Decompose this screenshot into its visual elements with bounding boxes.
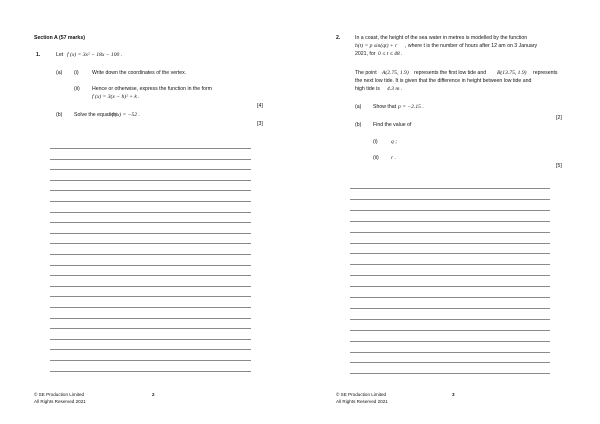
question-2-function: h(t) = p sin(qt) + r (355, 42, 398, 49)
point-a: A(2.75, 1.9) (382, 69, 409, 76)
question-1-number: 1. (36, 52, 41, 58)
part-b-text: Find the value of (373, 122, 412, 128)
question-2-para2-line3: high tide is (355, 86, 380, 92)
part-a-ii-label: (ii) (74, 86, 80, 92)
answer-line (350, 264, 550, 265)
question-2-intro-line2: , where t is the number of hours after 12 am on 3 January (405, 43, 538, 49)
answer-line (50, 318, 251, 319)
answer-line (50, 159, 251, 160)
question-2-para2-c: represents (533, 70, 558, 76)
part-a-label: (a) (355, 104, 362, 110)
answer-line (50, 148, 251, 149)
height-difference: 4.3 m . (387, 85, 403, 92)
question-2-range: 0 ≤ t ≤ 48 . (378, 50, 403, 57)
answer-line (50, 275, 251, 276)
part-a-text: Show that (373, 104, 397, 110)
part-a-i-text: Write down the coordinates of the vertex. (92, 70, 187, 76)
answer-line (50, 296, 251, 297)
answer-line (50, 339, 251, 340)
answer-line (350, 373, 550, 374)
answer-line (350, 341, 550, 342)
question-2-para2-a: The point (355, 70, 377, 76)
answer-line (50, 201, 251, 202)
part-b-text: Solve the equation (74, 112, 117, 118)
answer-line (50, 222, 251, 223)
answer-line (50, 360, 251, 361)
part-b-ii-variable: r . (391, 154, 396, 161)
answer-line (350, 362, 550, 363)
part-b-i-variable: q ; (391, 138, 398, 145)
question-1-function: f (x) = 3x² − 18x − 100 . (67, 51, 123, 58)
footer-copyright: © SE Production Limited (336, 392, 387, 397)
part-a-label: (a) (56, 70, 63, 76)
question-2-para2-line2: the next low tide. It is given that the difference in height between low tide and (355, 78, 532, 84)
answer-line (50, 190, 251, 191)
answer-line (50, 169, 251, 170)
part-b-i-label: (i) (373, 139, 378, 145)
part-a-marks: [4] (257, 103, 263, 109)
point-b: B(13.75, 1.9) (497, 69, 527, 76)
right-page (300, 0, 600, 424)
answer-line (350, 330, 550, 331)
question-2-intro-line1: In a coast, the height of the sea water in metres is modelled by the function (355, 35, 528, 41)
answer-line (50, 265, 251, 266)
footer-copyright: © SE Production Limited (34, 392, 85, 397)
answer-line (50, 254, 251, 255)
question-2-intro-line3: 2021, for (355, 51, 376, 57)
part-a-equation: p = −2.15 . (398, 103, 424, 110)
answer-line (350, 199, 550, 200)
footer-rights: All Rights Reserved 2021 (34, 399, 86, 404)
answer-line (350, 308, 550, 309)
answer-line (350, 221, 550, 222)
answer-line (50, 307, 251, 308)
part-a-i-label: (i) (74, 70, 79, 76)
question-2-number: 2. (336, 35, 341, 41)
part-a-ii-text: Hence or otherwise, express the function in the form (92, 86, 212, 92)
answer-line (50, 328, 251, 329)
answer-line (50, 180, 251, 181)
answer-line (350, 297, 550, 298)
page-number: 2 (152, 392, 155, 397)
answer-line (50, 349, 251, 350)
part-b-ii-label: (ii) (373, 155, 379, 161)
answer-line (350, 210, 550, 211)
answer-line (350, 319, 550, 320)
answer-line (350, 232, 550, 233)
part-b-marks: [5] (556, 163, 562, 169)
question-2-para2-b: represents the first low tide and (414, 70, 487, 76)
answer-line (50, 371, 251, 372)
answer-line (350, 243, 550, 244)
page-number: 3 (452, 392, 455, 397)
part-b-label: (b) (56, 112, 63, 118)
section-title: Section A (57 marks) (34, 35, 85, 41)
part-a-ii-form: f (x) = 3(x − h)² + k . (92, 94, 140, 100)
part-b-label: (b) (355, 122, 362, 128)
answer-line (350, 352, 550, 353)
part-b-marks: [3] (257, 121, 263, 127)
part-b-equation: f (x) = −52 . (112, 111, 140, 118)
answer-line (350, 286, 550, 287)
footer-rights: All Rights Reserved 2021 (336, 399, 388, 404)
answer-line (50, 286, 251, 287)
answer-line (50, 233, 251, 234)
answer-line (50, 243, 251, 244)
part-a-marks: [2] (556, 115, 562, 121)
answer-line (50, 212, 251, 213)
answer-line (350, 253, 550, 254)
answer-line (350, 188, 550, 189)
answer-line (350, 275, 550, 276)
question-1-prefix: Let (56, 52, 64, 58)
